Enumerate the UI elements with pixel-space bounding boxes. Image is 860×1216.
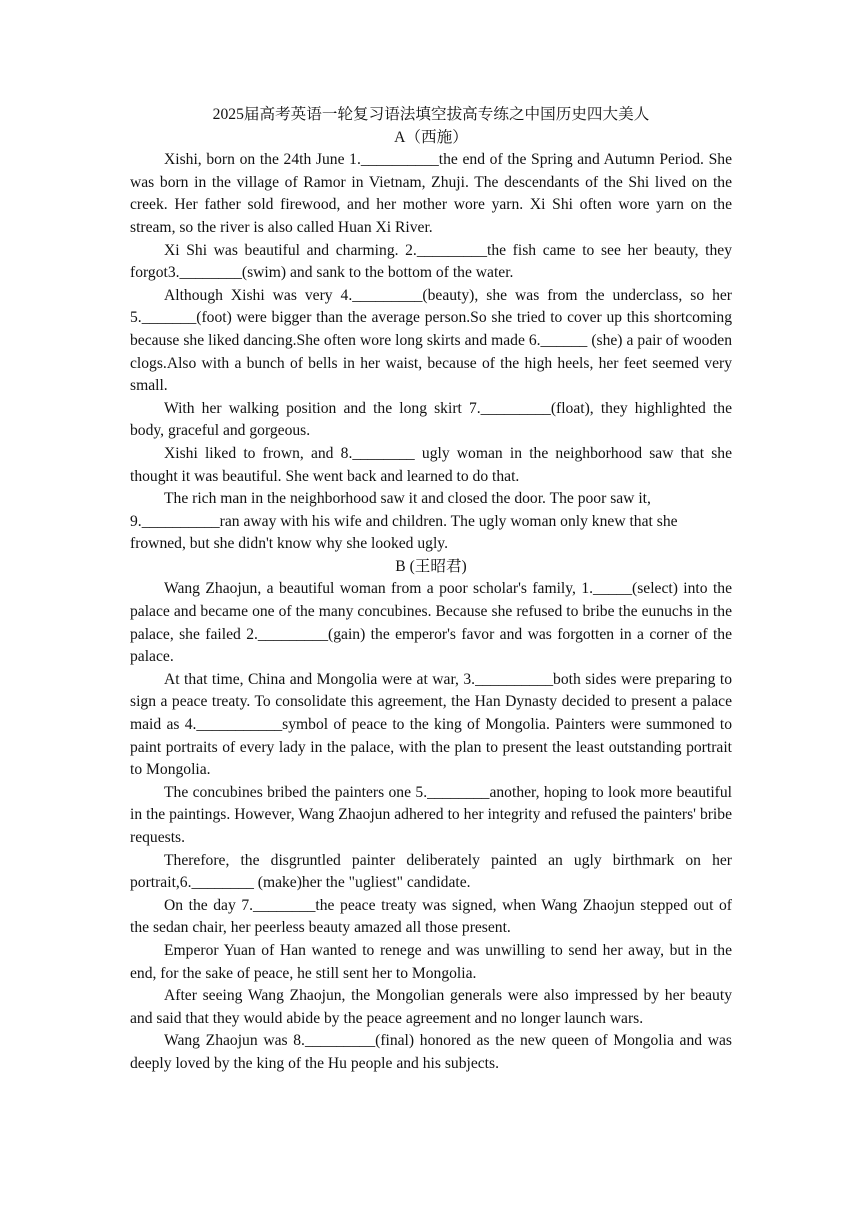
section-b-paragraph-5: On the day 7.________the peace treaty was signed, when Wang Zhaojun stepped out of the sedan chair, her peerless beauty amazed all those present. [130, 896, 732, 937]
section-a-paragraph-6: The rich man in the neighborhood saw it and closed the door. The poor saw it, 9.__________ran away with his wife and children. The ugly woman only knew that she frowned, but she didn't know why she looked ugly. [130, 490, 678, 553]
section-a-heading: A（西施） [394, 128, 468, 146]
section-b-paragraph-1: Wang Zhaojun, a beautiful woman from a poor scholar's family, 1._____(select) into the palace and became one of the many concubines. Because she refused to bribe the eunuchs in the palace, she failed 2._________(gain) the emperor's favor and was forgotten in a corner of the palace. [130, 580, 732, 666]
section-b-paragraph-7: After seeing Wang Zhaojun, the Mongolian generals were also impressed by her beauty and said that they would abide by the peace agreement and no longer launch wars. [130, 987, 732, 1027]
section-a-paragraph-1: Xishi, born on the 24th June 1.__________the end of the Spring and Autumn Period. She was born in the village of Ramor in Vietnam, Zhuji. The descendants of the Shi lived on the creek. Her father sold firewood, and her mother wore yarn. Xi Shi often wore yarn on the stream, so the river is also called Huan Xi River. [130, 151, 732, 236]
section-b-paragraph-2: At that time, China and Mongolia were at war, 3.__________both sides were preparing to sign a peace treaty. To consolidate this agreement, the Han Dynasty decided to present a palace maid as 4.___________symbol of peace to the king of Mongolia. Painters were summoned to paint portraits of every lady in the palace, with the plan to present the least outstanding portrait to Mongolia. [130, 670, 732, 779]
section-b-heading: B (王昭君) [395, 557, 467, 575]
document-title: 2025届高考英语一轮复习语法填空拔高专练之中国历史四大美人 [212, 106, 650, 123]
section-a-paragraph-2: Xi Shi was beautiful and charming. 2._________the fish came to see her beauty, they forgot3.________(swim) and sank to the bottom of the water. [130, 241, 732, 282]
section-b-paragraph-3: The concubines bribed the painters one 5.________another, hoping to look more beautiful in the paintings. However, Wang Zhaojun adhered to her integrity and refused the painters' bribe requests. [130, 783, 732, 846]
section-a-paragraph-5: Xishi liked to frown, and 8.________ ugly woman in the neighborhood saw that she thought it was beautiful. She went back and learned to do that. [130, 444, 732, 485]
section-b-paragraph-4: Therefore, the disgruntled painter deliberately painted an ugly birthmark on her portrait,6.________ (make)her the "ugliest" candidate. [130, 851, 732, 892]
document-page [130, 104, 732, 1076]
section-a-paragraph-4: With her walking position and the long skirt 7._________(float), they highlighted the body, graceful and gorgeous. [130, 399, 732, 440]
section-b-paragraph-8: Wang Zhaojun was 8._________(final) honored as the new queen of Mongolia and was deeply loved by the king of the Hu people and his subjects. [130, 1032, 732, 1072]
section-b-paragraph-6: Emperor Yuan of Han wanted to renege and was unwilling to send her away, but in the end, for the sake of peace, he still sent her to Mongolia. [130, 941, 732, 982]
section-a-paragraph-3: Although Xishi was very 4._________(beauty), she was from the underclass, so her 5._______(foot) were bigger than the average person.So she tried to cover up this shortcoming because she liked dancing.She often wore long skirts and made 6.______ (she) a pair of wooden clogs.Also with a bunch of bells in her waist, because of the high heels, her feet seemed very small. [130, 286, 732, 395]
